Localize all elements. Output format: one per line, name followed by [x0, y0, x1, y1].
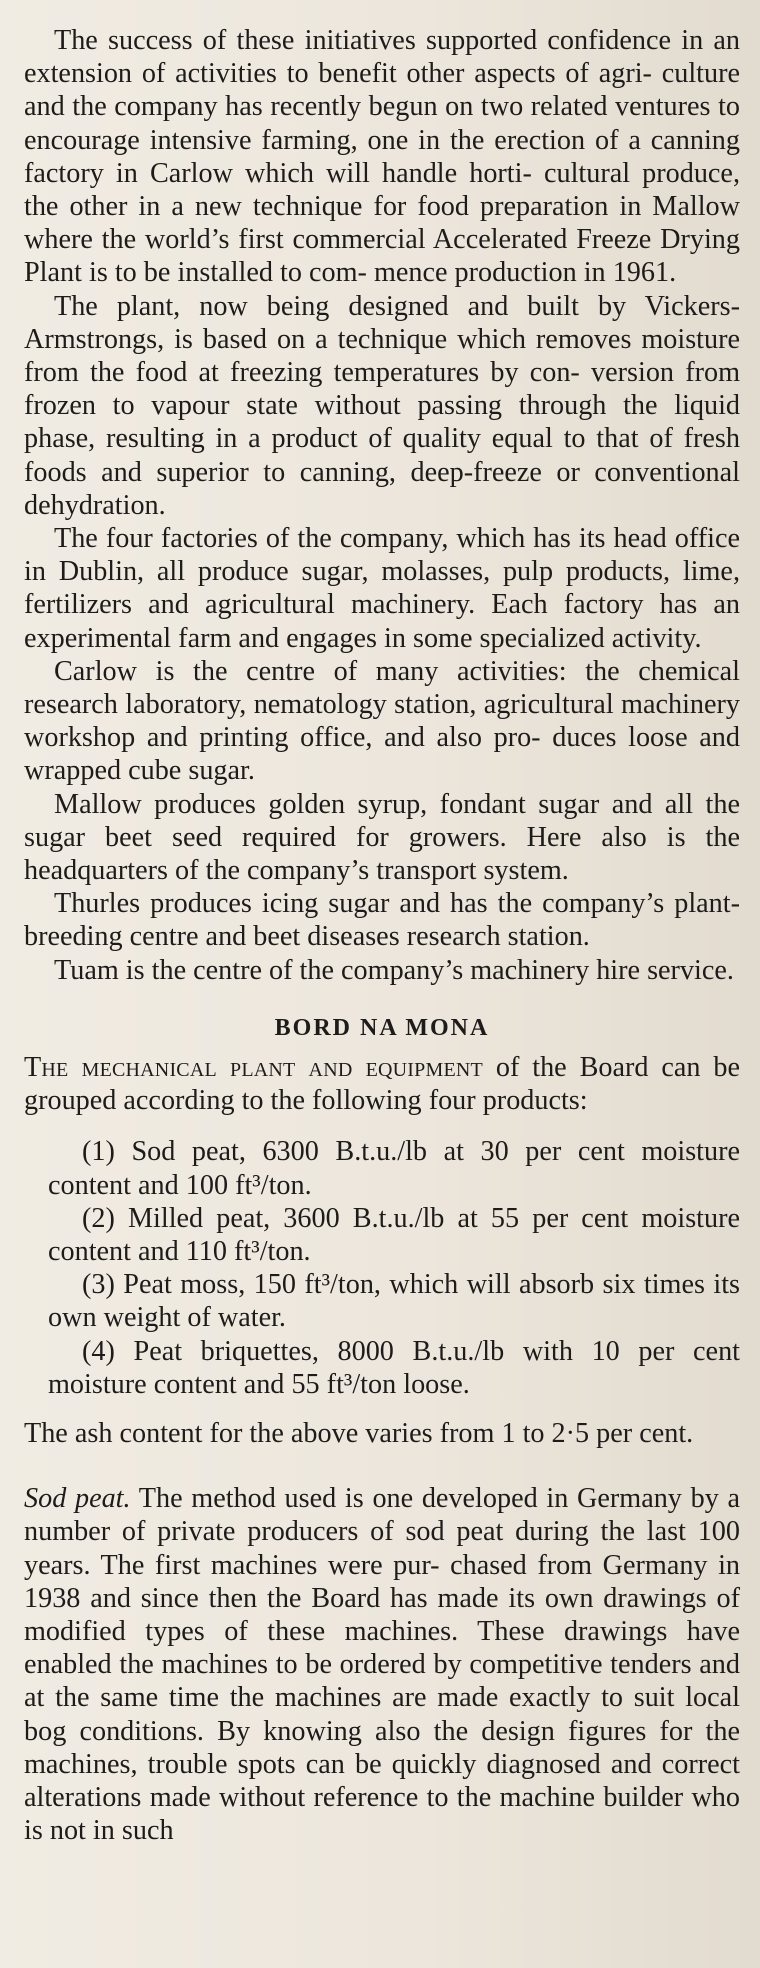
product-item-peat-moss: (3) Peat moss, 150 ft³/ton, which will absorb six times its own weight of water. [48, 1269, 740, 1334]
paragraph-initiatives: The success of these initiatives supported confidence in an extension of activities to benefit other aspects of agri- culture and the company has recently begun on two related ventures to encourage intensive farming, one in the erection of a canning factory in Carlow which will handle horti- cultural produce, the other in a new technique for food preparation in Mallow where the world’s first commercial Accelerated Freeze Drying Plant is to be installed to com- mence production in 1961. [24, 25, 740, 289]
text-column [24, 24, 740, 1847]
ash-content-note: The ash content for the above varies from 1 to 2·5 per cent. [24, 1417, 694, 1449]
section-intro-lead: The mechanical plant and equipment [24, 1051, 483, 1083]
paragraph-thurles: Thurles produces icing sugar and has the company’s plant-breeding centre and beet diseases research station. [24, 888, 740, 953]
paragraph-sod-peat [24, 1482, 740, 1847]
sod-peat-lead: Sod peat. [24, 1483, 131, 1515]
paragraph-carlow: Carlow is the centre of many activities: the chemical research laboratory, nematology station, agricultural machinery workshop and printing office, and also pro- duces loose and wrapped cube sugar. [24, 655, 740, 787]
section-intro [24, 1051, 740, 1117]
product-item-milled-peat: (2) Milled peat, 3600 B.t.u./lb at 55 per cent moisture content and 110 ft³/ton. [48, 1202, 740, 1267]
sod-peat-text: The method used is one developed in Germany by a number of private producers of sod peat during the last 100 years. The first machines were pur- chased from Germany in 1938 and since then the Board has made its own drawings of modified types of these machines. These drawings have enabled the machines to be ordered by competitive tenders and at the same time the machines are made exactly to suit local bog conditions. By knowing also the design figures for the machines, trouble spots can be quickly diagnosed and correct alterations made without reference to the machine builder who is not in such [24, 1483, 741, 1847]
paragraph-tuam: Tuam is the centre of the company’s machinery hire service. [54, 954, 734, 986]
paragraph-mallow: Mallow produces golden syrup, fondant sugar and all the sugar beet seed required for growers. Here also is the headquarters of the company’s transport system. [24, 788, 740, 887]
paragraph-freeze-drying-plant: The plant, now being designed and built by Vickers- Armstrongs, is based on a technique which removes moisture from the food at freezing temperatures by con- version from frozen to vapour state without passing through the liquid phase, resulting in a product of quality equal to that of fresh foods and superior to canning, deep-freeze or conventional dehydration. [24, 290, 740, 521]
section-heading: BORD NA MONA [274, 1014, 490, 1041]
product-item-peat-briquettes: (4) Peat briquettes, 8000 B.t.u./lb with 10 per cent moisture content and 55 ft³/ton loose. [48, 1335, 740, 1400]
product-item-sod-peat: (1) Sod peat, 6300 B.t.u./lb at 30 per cent moisture content and 100 ft³/ton. [48, 1136, 740, 1201]
paragraph-four-factories: The four factories of the company, which has its head office in Dublin, all produce sugar, molasses, pulp products, lime, fertilizers and agricultural machinery. Each factory has an experimental farm and engages in some specialized activity. [24, 523, 740, 654]
section-intro-rest: of the Board can be grouped according to the following four products: [24, 1051, 740, 1117]
product-list [24, 1135, 740, 1401]
